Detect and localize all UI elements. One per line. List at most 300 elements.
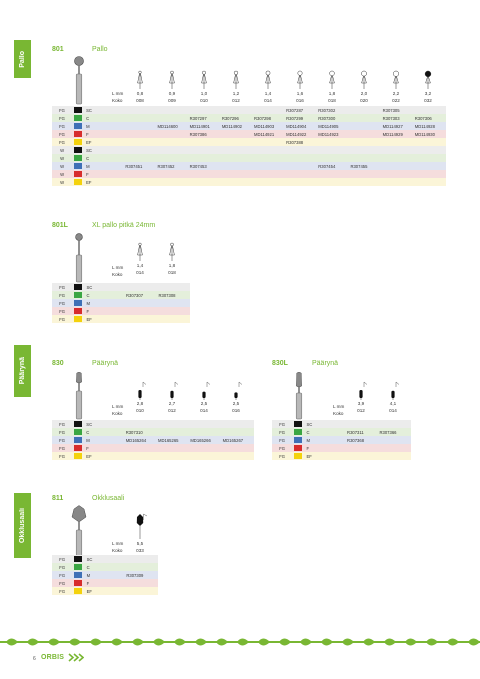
tip-length: 2,8 bbox=[136, 401, 144, 406]
tip-size: 012 bbox=[232, 98, 240, 103]
product-code: R307453 bbox=[189, 162, 221, 170]
grit-color-swatch bbox=[72, 299, 84, 307]
bur-illustration-830 bbox=[73, 372, 85, 420]
tip-length: 1,8 bbox=[328, 91, 336, 96]
product-code: MD114905 bbox=[317, 122, 349, 130]
table-row bbox=[52, 114, 446, 122]
grit-color-swatch bbox=[72, 106, 84, 114]
table-row bbox=[52, 420, 254, 428]
product-code: R307308 bbox=[158, 291, 191, 299]
tip-size: 016 bbox=[232, 408, 240, 413]
tip-length: 2,0 bbox=[360, 91, 368, 96]
tip-outline-icon bbox=[347, 380, 375, 400]
grit-code: M bbox=[85, 571, 126, 579]
shank-type: FG bbox=[52, 444, 72, 452]
size-column bbox=[380, 70, 412, 104]
product-code: MD165267 bbox=[222, 436, 254, 444]
product-code bbox=[346, 420, 378, 428]
grit-color-swatch bbox=[72, 138, 84, 146]
tip-outline-icon bbox=[379, 380, 407, 400]
grit-code: F bbox=[84, 307, 125, 315]
grit-color-swatch bbox=[72, 130, 84, 138]
size-header-801l: L mm Koko bbox=[112, 265, 124, 277]
product-code bbox=[124, 130, 156, 138]
shank-type: W bbox=[52, 146, 72, 154]
shank-type: FG bbox=[52, 130, 72, 138]
product-code bbox=[221, 130, 253, 138]
grit-code: EF bbox=[304, 452, 346, 460]
size-column bbox=[156, 242, 188, 276]
grit-color-swatch bbox=[292, 452, 304, 460]
size-column bbox=[156, 70, 188, 104]
section-code-801l: 801L bbox=[52, 222, 68, 229]
product-code bbox=[349, 114, 381, 122]
size-column bbox=[345, 380, 377, 414]
tip-outline-icon bbox=[286, 70, 314, 90]
grit-color-swatch bbox=[72, 452, 84, 460]
product-code bbox=[125, 315, 157, 323]
shank-type: W bbox=[52, 178, 72, 186]
product-code bbox=[125, 587, 158, 595]
table-row bbox=[52, 299, 190, 307]
grit-color-swatch bbox=[72, 170, 84, 178]
tip-length: 0,9 bbox=[168, 91, 176, 96]
bur-illustration-801l bbox=[73, 233, 85, 283]
table-row bbox=[52, 315, 190, 323]
size-column bbox=[188, 70, 220, 104]
tip-length: 2,5 bbox=[200, 401, 208, 406]
product-code bbox=[382, 154, 414, 162]
product-code: R307287 bbox=[285, 106, 317, 114]
product-code bbox=[379, 436, 412, 444]
grit-color-swatch bbox=[72, 283, 84, 291]
product-code bbox=[222, 420, 254, 428]
product-code bbox=[285, 162, 317, 170]
product-code bbox=[157, 130, 189, 138]
grit-color-swatch bbox=[72, 315, 84, 323]
product-code bbox=[253, 170, 285, 178]
product-code bbox=[124, 122, 156, 130]
table-row bbox=[52, 170, 446, 178]
tip-size: 020 bbox=[360, 98, 368, 103]
tip-outline-icon bbox=[158, 70, 186, 90]
product-code bbox=[349, 122, 381, 130]
tip-size: 012 bbox=[357, 408, 365, 413]
product-code: R307455 bbox=[349, 162, 381, 170]
product-code bbox=[382, 138, 414, 146]
tip-length: 3,9 bbox=[357, 401, 365, 406]
product-code bbox=[379, 420, 412, 428]
product-code: R307306 bbox=[414, 114, 446, 122]
size-column bbox=[156, 380, 188, 414]
shank-type: W bbox=[52, 154, 72, 162]
table-row bbox=[52, 154, 446, 162]
tip-length: 1,8 bbox=[168, 263, 176, 268]
grit-color-swatch bbox=[72, 291, 84, 299]
product-code bbox=[189, 428, 221, 436]
grit-code: F bbox=[84, 444, 124, 452]
section-name-830: Päärynä bbox=[92, 360, 119, 367]
side-tab-pararyna[interactable]: Päärynä bbox=[14, 345, 31, 397]
product-code: MD114904 bbox=[285, 122, 317, 130]
product-code bbox=[382, 170, 414, 178]
product-code bbox=[125, 283, 157, 291]
tip-size: 014 bbox=[389, 408, 397, 413]
footer-leaf-border bbox=[0, 636, 480, 650]
tip-length: 2,2 bbox=[392, 91, 400, 96]
product-code: R307300 bbox=[317, 114, 349, 122]
product-code: R307452 bbox=[157, 162, 189, 170]
product-code bbox=[349, 154, 381, 162]
product-code bbox=[253, 162, 285, 170]
product-code: R307386 bbox=[189, 130, 221, 138]
product-code bbox=[349, 130, 381, 138]
product-code bbox=[125, 563, 158, 571]
tip-outline-icon bbox=[126, 380, 154, 400]
grit-code: F bbox=[84, 170, 124, 178]
shank-type: FG bbox=[52, 315, 72, 323]
tip-outline-icon bbox=[414, 70, 442, 90]
tip-size: 012 bbox=[168, 408, 176, 413]
grit-code: C bbox=[84, 291, 125, 299]
grit-code: C bbox=[304, 428, 346, 436]
product-code bbox=[124, 138, 156, 146]
product-code bbox=[414, 170, 446, 178]
product-code bbox=[124, 178, 156, 186]
tip-outline-icon bbox=[222, 380, 250, 400]
product-code bbox=[158, 299, 191, 307]
shank-type: FG bbox=[272, 444, 292, 452]
product-code bbox=[125, 307, 157, 315]
product-code bbox=[346, 444, 378, 452]
shank-type: FG bbox=[52, 138, 72, 146]
grit-color-swatch bbox=[72, 444, 84, 452]
product-code bbox=[157, 170, 189, 178]
product-code bbox=[222, 452, 254, 460]
grit-color-swatch bbox=[292, 436, 304, 444]
size-column bbox=[377, 380, 409, 414]
tip-size: 014 bbox=[136, 270, 144, 275]
grit-code: SC bbox=[84, 283, 125, 291]
product-code bbox=[125, 452, 157, 460]
product-code: MD114929 bbox=[382, 130, 414, 138]
table-row bbox=[272, 428, 411, 436]
product-code bbox=[221, 146, 253, 154]
size-column bbox=[284, 70, 316, 104]
section-code-830: 830 bbox=[52, 360, 64, 367]
shank-type: FG bbox=[52, 579, 72, 587]
table-row bbox=[52, 436, 254, 444]
size-column bbox=[124, 242, 156, 276]
product-code bbox=[222, 444, 254, 452]
product-code bbox=[189, 452, 221, 460]
product-code bbox=[221, 154, 253, 162]
table-row bbox=[52, 555, 158, 563]
shank-type: FG bbox=[52, 563, 72, 571]
grit-color-swatch bbox=[72, 571, 84, 579]
table-row bbox=[52, 307, 190, 315]
tip-length: 1,4 bbox=[264, 91, 272, 96]
tip-outline-icon bbox=[158, 380, 186, 400]
tip-size: 010 bbox=[136, 408, 144, 413]
product-code: R307310 bbox=[125, 428, 157, 436]
product-code bbox=[157, 452, 189, 460]
section-code-811: 811 bbox=[52, 495, 64, 502]
size-column bbox=[412, 70, 444, 104]
tip-outline-icon bbox=[158, 242, 186, 262]
product-code: MD114901 bbox=[189, 122, 221, 130]
tip-size: 033 bbox=[136, 548, 144, 553]
catalog-table-801l bbox=[52, 283, 190, 323]
tip-outline-icon bbox=[382, 70, 410, 90]
table-row bbox=[52, 444, 254, 452]
product-code: R307305 bbox=[382, 106, 414, 114]
tip-size: 009 bbox=[168, 98, 176, 103]
table-row bbox=[52, 283, 190, 291]
size-column bbox=[252, 70, 284, 104]
table-row bbox=[52, 138, 446, 146]
section-name-811: Okklusaali bbox=[92, 495, 125, 502]
product-code bbox=[189, 138, 221, 146]
grit-code: M bbox=[84, 436, 124, 444]
product-code: MD114928 bbox=[414, 122, 446, 130]
product-code: R307368 bbox=[346, 436, 378, 444]
grit-color-swatch bbox=[292, 420, 304, 428]
tip-length: 3,2 bbox=[424, 91, 432, 96]
product-code: MD114903 bbox=[253, 122, 285, 130]
bur-illustration-830l bbox=[293, 372, 305, 420]
table-row bbox=[52, 452, 254, 460]
product-code: R307298 bbox=[253, 114, 285, 122]
grit-code: C bbox=[84, 428, 124, 436]
product-code: MD114922 bbox=[285, 130, 317, 138]
product-code bbox=[157, 420, 189, 428]
product-code bbox=[221, 162, 253, 170]
tip-outline-icon bbox=[190, 380, 218, 400]
product-code bbox=[379, 444, 412, 452]
product-code bbox=[253, 178, 285, 186]
product-code: MD165266 bbox=[189, 436, 221, 444]
size-column bbox=[220, 380, 252, 414]
product-code bbox=[157, 106, 189, 114]
product-code bbox=[157, 114, 189, 122]
product-code bbox=[253, 154, 285, 162]
size-column bbox=[188, 380, 220, 414]
tip-length: 2,7 bbox=[168, 401, 176, 406]
product-code bbox=[382, 146, 414, 154]
tip-length: 1,0 bbox=[200, 91, 208, 96]
product-code bbox=[189, 444, 221, 452]
product-code bbox=[349, 178, 381, 186]
grit-code: C bbox=[84, 154, 124, 162]
product-code: MD165264 bbox=[125, 436, 157, 444]
grit-color-swatch bbox=[72, 162, 84, 170]
product-code bbox=[189, 178, 221, 186]
tip-length: 0,8 bbox=[136, 91, 144, 96]
product-code bbox=[221, 138, 253, 146]
table-row bbox=[52, 146, 446, 154]
shank-type: FG bbox=[52, 122, 72, 130]
page-number: 6 bbox=[33, 656, 36, 662]
product-code bbox=[414, 106, 446, 114]
shank-type: FG bbox=[52, 555, 72, 563]
table-row bbox=[272, 444, 411, 452]
product-code bbox=[317, 154, 349, 162]
logo-arrows-icon bbox=[68, 653, 84, 662]
tip-length: 5,5 bbox=[136, 541, 144, 546]
product-code bbox=[285, 178, 317, 186]
table-row bbox=[52, 587, 158, 595]
shank-type: FG bbox=[52, 307, 72, 315]
table-row bbox=[52, 428, 254, 436]
product-code bbox=[189, 106, 221, 114]
product-code: R307309 bbox=[125, 571, 158, 579]
shank-type: W bbox=[52, 162, 72, 170]
product-code: R307297 bbox=[189, 114, 221, 122]
shank-type: FG bbox=[52, 283, 72, 291]
tip-size: 018 bbox=[328, 98, 336, 103]
table-row bbox=[52, 563, 158, 571]
size-column bbox=[124, 380, 156, 414]
shank-type: FG bbox=[52, 571, 72, 579]
grit-code: EF bbox=[84, 178, 124, 186]
size-header-830l: L mm Koko bbox=[333, 404, 345, 416]
product-code bbox=[349, 106, 381, 114]
table-row bbox=[52, 106, 446, 114]
product-code: R307454 bbox=[317, 162, 349, 170]
table-row bbox=[52, 162, 446, 170]
size-column bbox=[124, 511, 156, 554]
size-column bbox=[316, 70, 348, 104]
shank-type: FG bbox=[52, 299, 72, 307]
size-column bbox=[220, 70, 252, 104]
grit-color-swatch bbox=[72, 428, 84, 436]
product-code: MD114902 bbox=[221, 122, 253, 130]
product-code bbox=[285, 154, 317, 162]
product-code bbox=[125, 444, 157, 452]
product-code bbox=[221, 178, 253, 186]
product-code bbox=[349, 138, 381, 146]
side-tab-pallo[interactable]: Pallo bbox=[14, 40, 31, 78]
tip-outline-icon bbox=[254, 70, 282, 90]
product-code: MD165265 bbox=[157, 436, 189, 444]
product-code bbox=[124, 114, 156, 122]
product-code: R307388 bbox=[285, 138, 317, 146]
product-code bbox=[157, 428, 189, 436]
bur-illustration-801 bbox=[73, 55, 85, 105]
tip-size: 014 bbox=[200, 408, 208, 413]
product-code bbox=[253, 138, 285, 146]
product-code: MD114927 bbox=[382, 122, 414, 130]
product-code bbox=[414, 138, 446, 146]
tip-length: 2,5 bbox=[232, 401, 240, 406]
table-row bbox=[52, 291, 190, 299]
tip-length: 1,6 bbox=[296, 91, 304, 96]
tip-outline-icon bbox=[350, 70, 378, 90]
product-code: R307451 bbox=[124, 162, 156, 170]
grit-color-swatch bbox=[72, 555, 84, 563]
tip-length: 1,4 bbox=[136, 263, 144, 268]
product-code bbox=[157, 146, 189, 154]
grit-code: F bbox=[84, 130, 124, 138]
grit-color-swatch bbox=[72, 307, 84, 315]
table-row bbox=[272, 420, 411, 428]
grit-code: F bbox=[85, 579, 126, 587]
grit-code: SC bbox=[84, 146, 124, 154]
size-header-811: L mm Koko bbox=[112, 541, 124, 553]
product-code: MD114600 bbox=[157, 122, 189, 130]
tip-size: 010 bbox=[200, 98, 208, 103]
shank-type: FG bbox=[52, 428, 72, 436]
product-code bbox=[382, 178, 414, 186]
product-code: R307307 bbox=[125, 291, 157, 299]
tip-size: 022 bbox=[392, 98, 400, 103]
table-row bbox=[52, 122, 446, 130]
side-tab-okklusaali[interactable]: Okklusaali bbox=[14, 493, 31, 558]
grit-code: M bbox=[304, 436, 346, 444]
grit-code: M bbox=[84, 299, 125, 307]
table-row bbox=[52, 130, 446, 138]
table-row bbox=[52, 579, 158, 587]
grit-code: C bbox=[85, 563, 126, 571]
grit-code: SC bbox=[85, 555, 126, 563]
catalog-table-811 bbox=[52, 555, 158, 595]
product-code bbox=[189, 154, 221, 162]
product-code bbox=[349, 146, 381, 154]
grit-code: EF bbox=[84, 138, 124, 146]
product-code bbox=[379, 452, 412, 460]
shank-type: FG bbox=[52, 114, 72, 122]
grit-color-swatch bbox=[72, 122, 84, 130]
catalog-table-830l bbox=[272, 420, 411, 460]
product-code bbox=[222, 428, 254, 436]
shank-type: FG bbox=[272, 420, 292, 428]
shank-type: FG bbox=[52, 291, 72, 299]
grit-code: SC bbox=[84, 106, 124, 114]
tip-size: 014 bbox=[264, 98, 272, 103]
section-name-801: Pallo bbox=[92, 46, 108, 53]
product-code: R307296 bbox=[221, 114, 253, 122]
shank-type: FG bbox=[52, 420, 72, 428]
size-column bbox=[348, 70, 380, 104]
grit-color-swatch bbox=[72, 114, 84, 122]
table-row bbox=[272, 452, 411, 460]
shank-type: W bbox=[52, 170, 72, 178]
product-code bbox=[285, 170, 317, 178]
grit-color-swatch bbox=[292, 428, 304, 436]
product-code bbox=[253, 146, 285, 154]
bur-illustration-811 bbox=[71, 505, 87, 559]
product-code bbox=[317, 170, 349, 178]
product-code bbox=[124, 154, 156, 162]
product-code bbox=[125, 555, 158, 563]
grit-code: EF bbox=[84, 315, 125, 323]
product-code bbox=[124, 146, 156, 154]
table-row bbox=[52, 571, 158, 579]
shank-type: FG bbox=[52, 587, 72, 595]
tip-outline-icon bbox=[126, 511, 154, 540]
product-code: MD114923 bbox=[317, 130, 349, 138]
tip-outline-icon bbox=[126, 242, 154, 262]
product-code bbox=[382, 162, 414, 170]
grit-color-swatch bbox=[72, 436, 84, 444]
grit-code: EF bbox=[85, 587, 126, 595]
product-code bbox=[253, 106, 285, 114]
product-code bbox=[414, 146, 446, 154]
product-code bbox=[158, 283, 191, 291]
tip-size: 018 bbox=[168, 270, 176, 275]
grit-code: C bbox=[84, 114, 124, 122]
